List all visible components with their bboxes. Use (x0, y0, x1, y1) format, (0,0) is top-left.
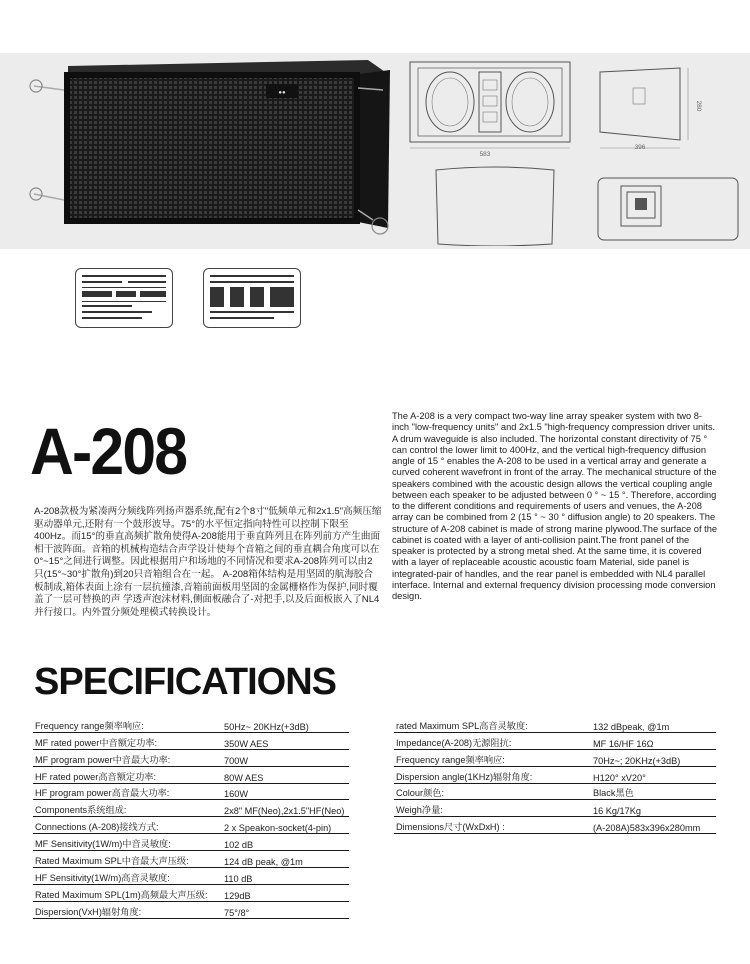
spec-value: 700W (222, 749, 349, 766)
spec-row (394, 766, 716, 783)
product-model-title: A-208 (30, 414, 187, 488)
spec-label: Dispersion(VxH)辐射角度: (33, 901, 222, 918)
spec-value: (A-208A)583x396x280mm (591, 817, 716, 834)
specifications-table-right (394, 716, 716, 834)
spec-label: HF program power高音最大功率: (33, 783, 222, 800)
spec-label: Rated Maximum SPL(1m)高频最大声压级: (33, 884, 222, 901)
spec-value: 2 x Speakon-socket(4-pin) (222, 817, 349, 834)
spec-label: Frequency range频率响应: (33, 716, 222, 732)
spec-row (394, 749, 716, 766)
spec-label: MF rated power中音额定功率: (33, 732, 222, 749)
spec-row (33, 868, 349, 885)
spec-row (33, 783, 349, 800)
spec-label: Rated Maximum SPL中音最大声压级: (33, 851, 222, 868)
spec-row (33, 884, 349, 901)
spec-label: MF program power中音最大功率: (33, 749, 222, 766)
spec-value: 160W (222, 783, 349, 800)
spec-value: 2x8" MF(Neo),2x1.5"HF(Neo) (222, 800, 349, 817)
spec-row (394, 800, 716, 817)
height-dimension-label: 280 (695, 100, 702, 112)
spec-row (394, 817, 716, 834)
spec-row (394, 716, 716, 732)
spec-value: 132 dBpeak, @1m (591, 716, 716, 732)
spec-value: 124 dB peak, @1m (222, 851, 349, 868)
spec-label: Weigh净量: (394, 800, 591, 817)
spec-label: Dimensions尺寸(WxDxH) : (394, 817, 591, 834)
spec-row (33, 851, 349, 868)
spec-label: HF Sensitivity(1W/m)高音灵敏度: (33, 868, 222, 885)
spec-row (33, 732, 349, 749)
spec-label: Frequency range频率响应: (394, 749, 591, 766)
description-chinese: A-208款极为紧凑两分频线阵列扬声器系统,配有2个8寸"低频单元和2x1.5"高频压缩驱动器单元,还附有一个鼓形波导。75°的水平恒定指向特性可以控制下限至400Hz。而15°的垂直高频扩散角使得A-208能用于垂直阵列且在阵列前方产生曲面相干波阵面。音箱的机械构造结合声学设计使每个音箱之间的垂直耦合角度可以在0°~15°之间进行调整。因此根据用户和场地的不同情况和要求A-208阵列可以由2只(15°~30°扩散角)到20只音箱组合在一起。 A-208箱体结构是用坚固的航海胶合板制成,箱体表面上涂有一层抗撞漆,音箱前面板用坚固的金属栅格作为保护,同时覆盖了一层可替换的声 学透声泡沫材料,侧面板融合了-对把手,以及后面板嵌入了NL4并行接口。内外置分频处理模式转换设计。 (34, 506, 382, 618)
spec-label: MF Sensitivity(1W/m)中音灵敏度: (33, 834, 222, 851)
width-dimension-label: 583 (479, 151, 491, 158)
certificate-image (203, 268, 301, 328)
spec-label: Colour颜色: (394, 783, 591, 800)
specifications-table-left (33, 716, 349, 919)
depth-dimension-label: 396 (634, 144, 646, 151)
spec-row (33, 901, 349, 918)
dimension-drawings (405, 60, 750, 246)
spec-value: Black黑色 (591, 783, 716, 800)
spec-value: 110 dB (222, 868, 349, 885)
spec-row (33, 716, 349, 732)
spec-value: 129dB (222, 884, 349, 901)
spec-row (33, 817, 349, 834)
spec-label: Connections (A-208)接线方式: (33, 817, 222, 834)
speaker-photo (28, 60, 394, 236)
spec-value: 102 dB (222, 834, 349, 851)
spec-value: H120° xV20° (591, 766, 716, 783)
spec-value: 16 Kg/17Kg (591, 800, 716, 817)
spec-row (33, 766, 349, 783)
spec-row (33, 800, 349, 817)
spec-label: Components系统组成: (33, 800, 222, 817)
spec-row (394, 783, 716, 800)
spec-label: HF rated power高音额定功率: (33, 766, 222, 783)
spec-value: 80W AES (222, 766, 349, 783)
spec-row (33, 749, 349, 766)
spec-value: MF 16/HF 16Ω (591, 732, 716, 749)
spec-label: Impedance(A-208)无源阻抗: (394, 732, 591, 749)
spec-row (33, 834, 349, 851)
spec-row (394, 732, 716, 749)
spec-label: rated Maximum SPL高音灵敏度: (394, 716, 591, 732)
specifications-heading: SPECIFICATIONS (34, 661, 336, 703)
description-english: The A-208 is a very compact two-way line array speaker system with two 8-inch "low-frequency units" and 2x1.5 "high-frequency compression driver units. A drum waveguide is also included. The horizontal constant directivity of 75 ° can control the lower limit to 400Hz, and the vertical high-frequency diffusion angle of 15 ° enables the A-208 to be used in a vertical array and generate a curved coherent wavefront in front of the array. The mechanical structure of the speakers combined with the acoustic design allows the vertical coupling angle between each speaker to be adjusted between 0 ° ~ 15 °. Therefore, according to the different conditions and requirements of users and venues, the A-208 array can be combined from 2 (15 ° ~ 30 ° diffusion angle) to 20 speakers. The structure of A-208 cabinet is made of strong marine plywood.The surface of the cabinet is coated with a layer of anti-collision paint.The front panel of the speaker is protected by a strong metal shed. At the same time, it is covered with a layer of replaceable acoustic acoustic foam Material, side panel is integrated-pair of handles, and the rear panel is embedded with NL4 parallel interface. Internal and external frequency division processing mode conversion design. (392, 411, 718, 601)
svg-text:●●: ●● (278, 90, 286, 96)
spec-value: 50Hz~ 20KHz(+3dB) (222, 716, 349, 732)
spec-value: 350W AES (222, 732, 349, 749)
spec-value: 75°/8° (222, 901, 349, 918)
spec-label: Dispersion angle(1KHz)辐射角度: (394, 766, 591, 783)
spec-value: 70Hz~; 20KHz(+3dB) (591, 749, 716, 766)
certificate-image (75, 268, 173, 328)
